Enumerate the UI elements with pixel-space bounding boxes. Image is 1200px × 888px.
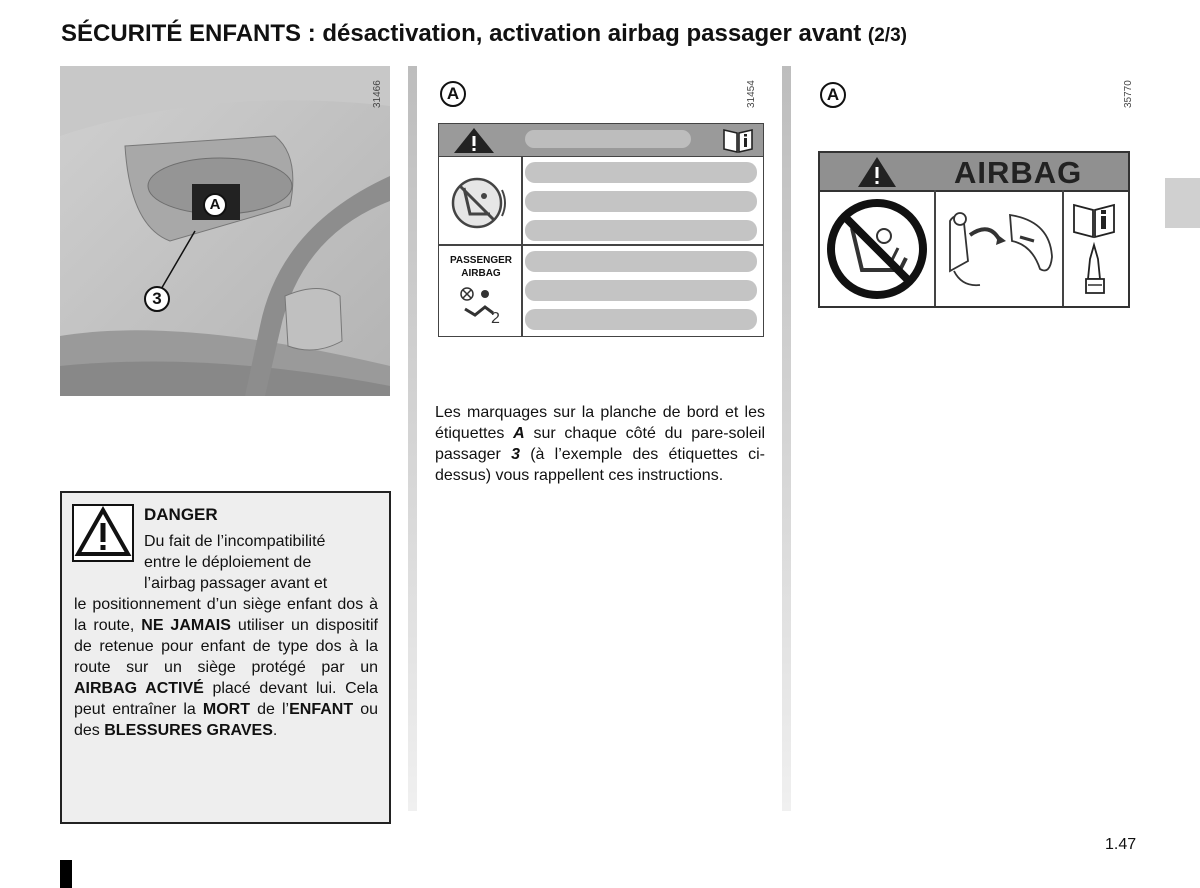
label1-reference-number: 31454 [746, 80, 757, 108]
label2-divider [934, 190, 936, 306]
label1-marker: A [440, 81, 466, 107]
label1-divider-v [521, 156, 523, 336]
danger-emphasis: NE JAMAIS [141, 617, 231, 634]
column-divider-right [782, 66, 791, 811]
danger-text-part: ou des [74, 701, 378, 739]
page-edge-marker [60, 860, 72, 888]
sun-visor-illustration [60, 66, 390, 396]
manual-book-icon [722, 127, 754, 154]
no-rear-facing-seat-icon [450, 176, 510, 230]
callout-a: A [203, 193, 227, 217]
danger-text-part: utiliser un dispositif de retenue pour enfant de type dos à la route sur un siège protégé par un [74, 617, 379, 676]
sun-visor-photo [60, 66, 390, 396]
label2-divider [1062, 190, 1064, 306]
danger-emphasis: AIRBAG ACTIVÉ [74, 680, 204, 697]
danger-text-part: le positionnement d’un siège enfant dos à la route, [74, 596, 378, 634]
label1-text-line [525, 280, 757, 301]
description-text: sur chaque côté du pare-soleil passager [435, 425, 766, 463]
airbag-seat-icon [459, 285, 505, 325]
danger-text [74, 531, 378, 741]
label1-text-line [525, 191, 757, 212]
danger-text-part: . [272, 722, 278, 739]
description-text: (à l’exemple des étiquettes ci-dessus) vous rappellent ces instructions. [435, 446, 766, 484]
danger-emphasis: MORT [202, 701, 251, 718]
warning-triangle-icon [453, 127, 495, 154]
label1-text-line [525, 251, 757, 272]
danger-line: entre le déploiement de [144, 554, 312, 571]
danger-emphasis: BLESSURES GRAVES [104, 722, 273, 739]
description-label-ref: A [513, 425, 525, 442]
label2-marker: A [820, 82, 846, 108]
label1-text-line [525, 309, 757, 330]
column-divider-left [408, 66, 417, 811]
airbag-word: AIRBAG [954, 155, 1083, 190]
label2-reference-number: 35770 [1123, 80, 1134, 108]
label1-text-line [525, 162, 757, 183]
danger-text-part: placé devant lui. Cela peut entraîner la [74, 680, 378, 718]
warning-triangle-icon [857, 156, 897, 188]
svg-text:2: 2 [491, 310, 500, 325]
airbag-warning-label [818, 151, 1130, 308]
label2-header [820, 153, 1128, 192]
label1-header-text [525, 130, 691, 148]
label1-divider-h [439, 244, 763, 246]
description-paragraph [435, 402, 765, 486]
danger-emphasis: ENFANT [289, 701, 354, 718]
danger-heading: DANGER [144, 505, 218, 524]
description-visor-ref: 3 [511, 446, 520, 463]
danger-box [60, 491, 391, 824]
danger-line: Du fait de l’incompatibilité [144, 533, 326, 550]
airbag-deploy-icon [940, 201, 1058, 297]
no-child-seat-icon [826, 198, 928, 300]
page-number: 1.47 [1105, 836, 1137, 853]
danger-text-part: de l’ [250, 701, 290, 718]
label1-header [439, 124, 763, 157]
photo-reference-number: 31466 [372, 80, 383, 108]
callout-3: 3 [144, 286, 170, 312]
page-title-text: SÉCURITÉ ENFANTS : désactivation, activation airbag passager avant [61, 20, 862, 47]
manual-book-icon [1070, 199, 1120, 299]
page-title-part: (2/3) [867, 25, 907, 46]
label1-text-line [525, 220, 757, 241]
description-text: Les marquages sur la planche de bord et les étiquettes [435, 404, 765, 442]
section-tab [1165, 178, 1200, 228]
danger-line: l’airbag passager avant et [144, 575, 328, 592]
page-title [61, 20, 907, 48]
warning-label-1 [438, 123, 764, 337]
passenger-airbag-text: PASSENGER AIRBAG [449, 255, 513, 279]
